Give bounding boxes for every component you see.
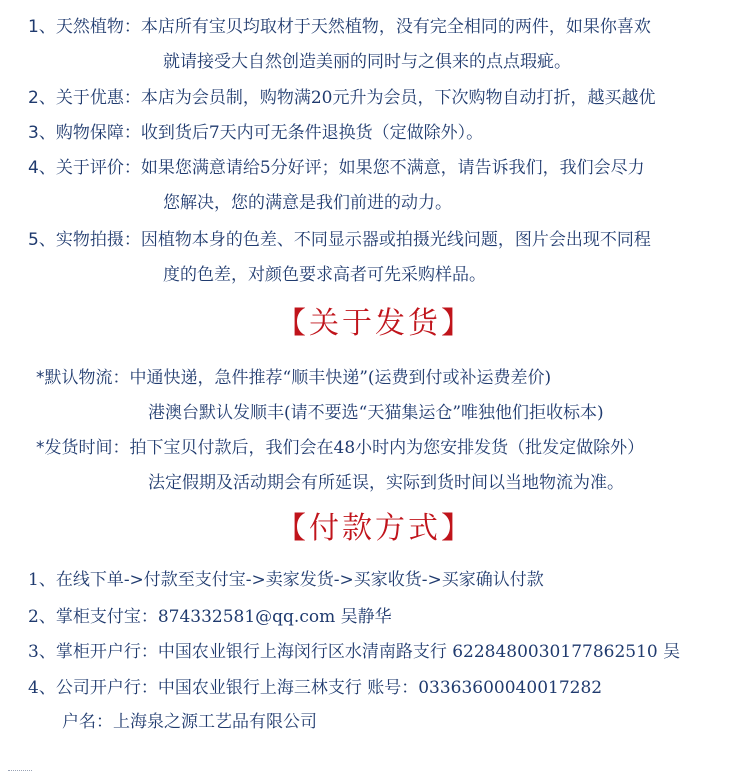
logistics-label: *默认物流： [36,368,130,388]
note-1-cont: 就请接受大自然创造美丽的同时与之俱来的点点瑕疵。 [163,52,571,72]
note-1 [28,16,651,38]
note-3-label: 3、购物保障： [28,123,141,143]
ship-time-label: *发货时间： [36,438,130,458]
payment-heading: 【付款方式】 [276,511,474,546]
ship-time-text: 拍下宝贝付款后，我们会在48小时内为您安排发货（批发定做除外） [129,438,645,458]
payment-item-4: 4、公司开户行：中国农业银行上海三林支行 账号：03363600040017282 [28,678,603,698]
account-name: 户名：上海泉之源工艺品有限公司 [62,712,317,732]
logistics-text: 中通快递，急件推荐“顺丰快递”(运费到付或补运费差价) [129,368,552,388]
payment-item-2: 2、掌柜支付宝：874332581@qq.com 吴静华 [28,607,392,627]
note-2-text: 本店为会员制，购物满20元升为会员，下次购物自动打折，越买越优 [140,88,656,108]
payment-item-1: 1、在线下单->付款至支付宝->卖家发货->买家收货->买家确认付款 [28,570,544,590]
note-3 [28,122,483,144]
logistics-cont: 港澳台默认发顺丰(请不要选“天猫集运仓”唯独他们拒收标本) [148,403,604,423]
note-5-label: 5、实物拍摄： [28,230,141,250]
ship-time-line [36,437,644,459]
note-4 [28,157,645,179]
note-5-cont: 度的色差，对颜色要求高者可先采购样品。 [163,265,486,285]
logistics-line [36,367,551,389]
payment-item-3: 3、掌柜开户行：中国农业银行上海闵行区水清南路支行 6228480030177862510 吴 [28,642,681,662]
note-4-cont: 您解决，您的满意是我们前进的动力。 [163,193,452,213]
note-4-label: 4、关于评价： [28,158,141,178]
note-4-text: 如果您满意请给5分好评；如果您不满意，请告诉我们，我们会尽力 [140,158,645,178]
note-5 [28,229,651,251]
shipping-heading: 【关于发货】 [276,306,474,341]
ship-time-cont: 法定假期及活动期会有所延误，实际到货时间以当地物流为准。 [148,473,624,493]
note-3-text: 收到货后7天内可无条件退换货（定做除外）。 [140,123,484,143]
note-5-text: 因植物本身的色差、不同显示器或拍摄光线问题，图片会出现不同程 [140,230,651,250]
note-2 [28,87,655,109]
corner-divider [8,770,32,772]
note-1-text: 本店所有宝贝均取材于天然植物，没有完全相同的两件，如果你喜欢 [140,17,651,37]
note-1-label: 1、天然植物： [28,17,141,37]
note-2-label: 2、关于优惠： [28,88,141,108]
